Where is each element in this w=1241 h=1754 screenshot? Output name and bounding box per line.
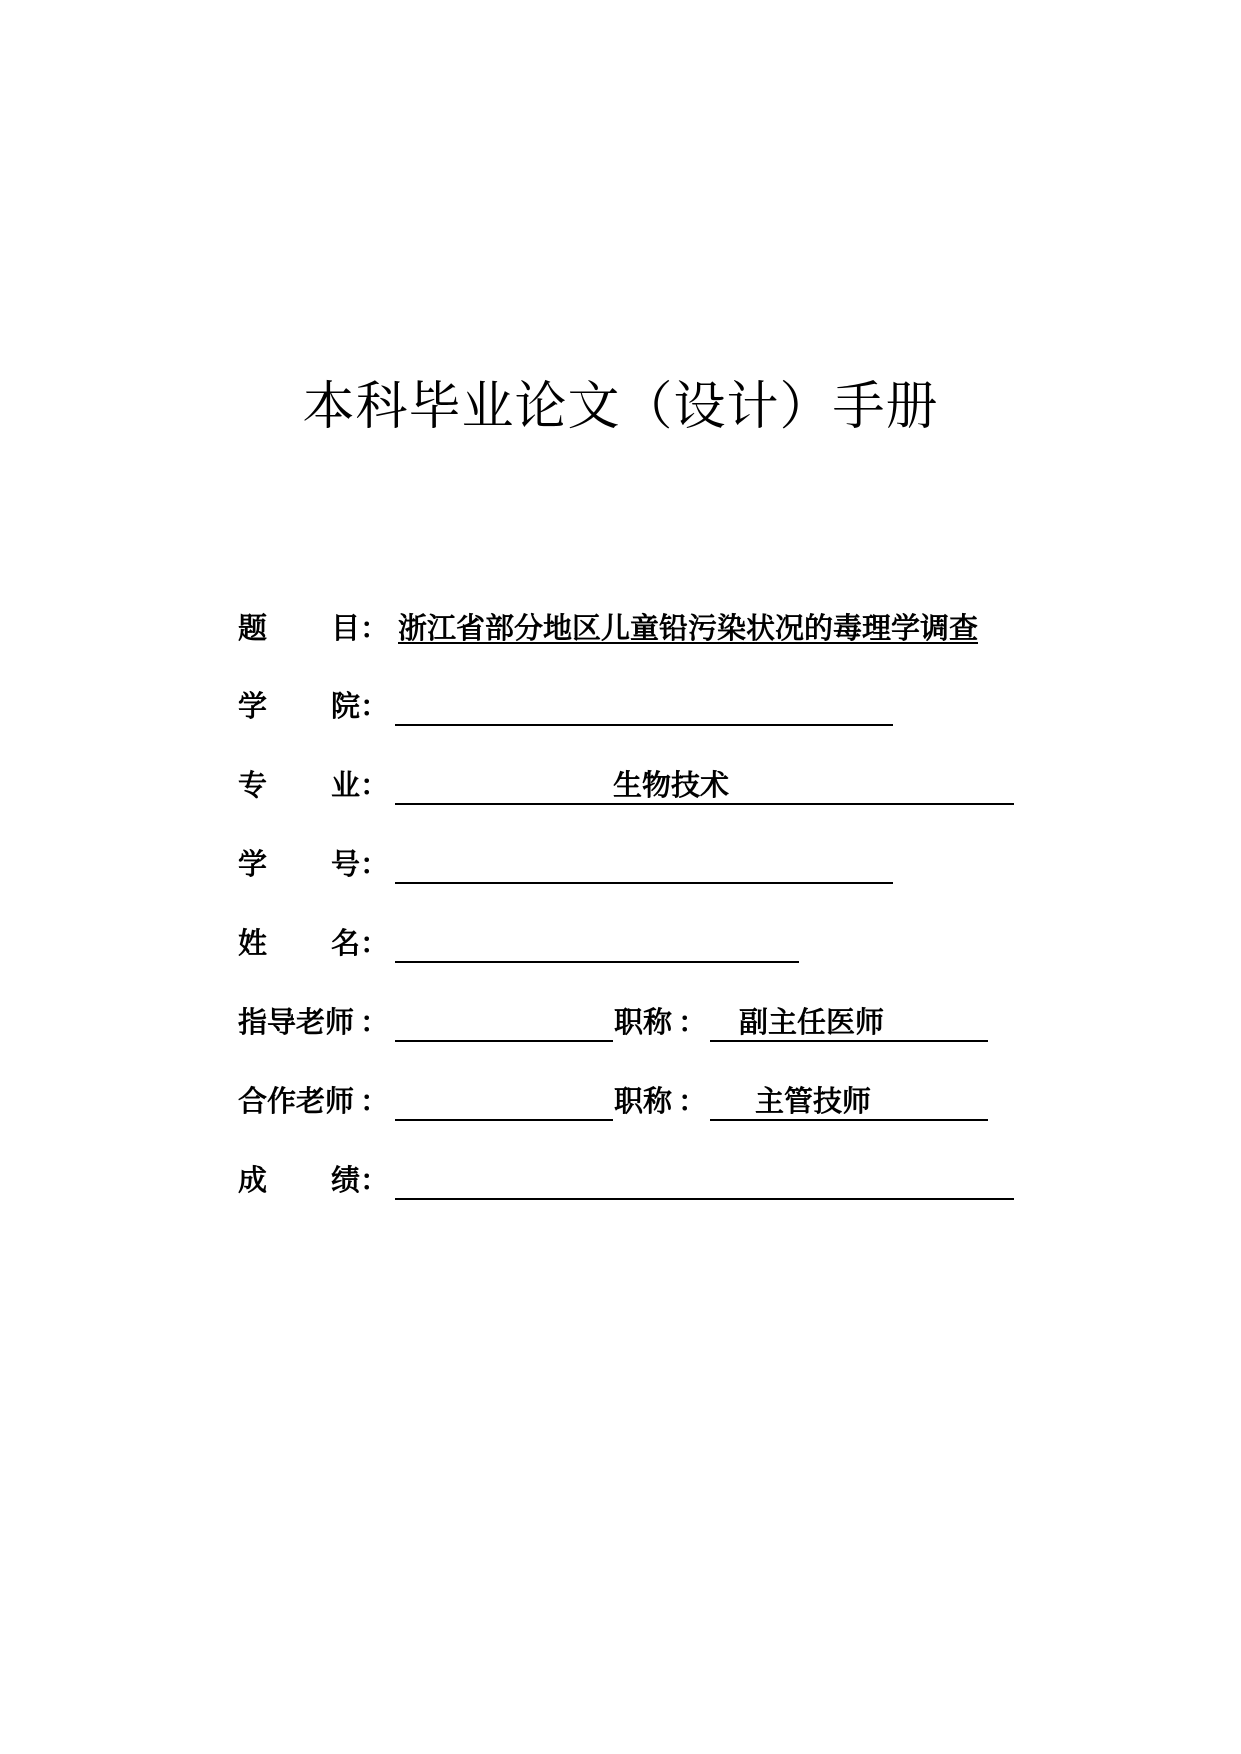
- student-id-field[interactable]: [395, 846, 893, 884]
- college-field[interactable]: [395, 688, 893, 726]
- co-advisor-label: 合作老师: [238, 1084, 355, 1118]
- advisor-title-value: 副主任医师: [739, 1005, 885, 1039]
- college-row: 学 院 ：: [238, 682, 938, 726]
- co-advisor-row: 合作老师 ： 职称 ： 主管技师: [238, 1077, 1038, 1121]
- major-row: 专 业 ： 生物技术: [238, 761, 1038, 805]
- grade-field[interactable]: [395, 1162, 1014, 1200]
- grade-row: 成 绩 ：: [238, 1156, 1038, 1200]
- subject-value: 浙江省部分地区儿童铅污染状况的毒理学调查: [398, 611, 979, 645]
- advisor-title-label: 职称: [614, 1005, 673, 1039]
- name-row: 姓 名 ：: [238, 919, 938, 963]
- name-field[interactable]: [395, 925, 799, 963]
- advisor-row: 指导老师 ： 职称 ： 副主任医师: [238, 998, 1038, 1042]
- document-title: 本科毕业论文（设计）手册: [302, 377, 939, 437]
- co-advisor-title-value: 主管技师: [755, 1084, 872, 1118]
- advisor-title-field[interactable]: [710, 1004, 988, 1042]
- advisor-field[interactable]: [395, 1004, 613, 1042]
- co-advisor-title-field[interactable]: [710, 1083, 988, 1121]
- student-id-row: 学 号 ：: [238, 840, 938, 884]
- co-advisor-field[interactable]: [395, 1083, 613, 1121]
- advisor-label: 指导老师: [238, 1005, 355, 1039]
- major-value: 生物技术: [613, 768, 730, 802]
- major-field[interactable]: [395, 767, 1014, 805]
- subject-row: 题 目 ： 浙江省部分地区儿童铅污染状况的毒理学调查: [238, 611, 979, 645]
- co-advisor-title-label: 职称: [614, 1084, 673, 1118]
